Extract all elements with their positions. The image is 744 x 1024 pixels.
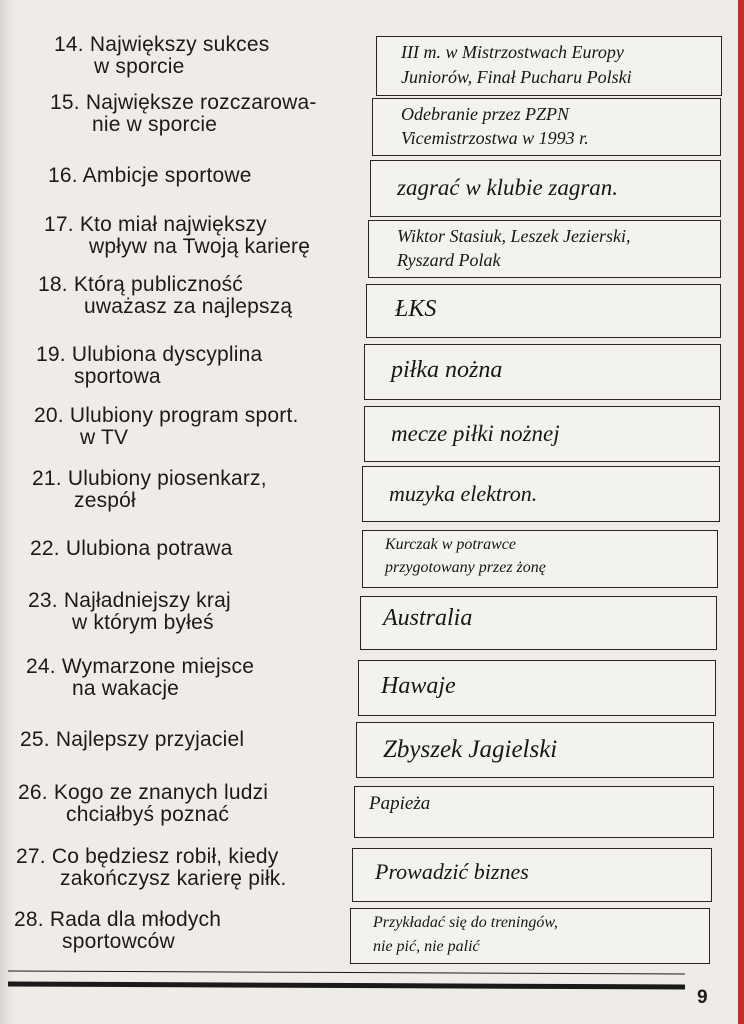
question-20-line2: w TV: [80, 426, 129, 449]
question-22: [30, 538, 232, 560]
answer-17-line1: Wiktor Stasiuk, Leszek Jezierski,: [397, 226, 631, 246]
question-17: [44, 214, 310, 258]
question-16-line1: 16. Ambicje sportowe: [48, 164, 252, 187]
answer-16-line1: zagrać w klubie zagran.: [397, 175, 619, 200]
answer-23-line1: Australia: [383, 605, 473, 631]
answer-22-line1: Kurczak w potrawce: [385, 536, 516, 553]
question-18-line2: uważasz za najlepszą: [84, 295, 293, 318]
answer-box-26: [354, 786, 714, 838]
question-18-line1: 18. Którą publiczność: [38, 273, 243, 296]
answer-20-line1: mecze piłki nożnej: [391, 421, 560, 446]
question-20-line1: 20. Ulubiony program sport.: [34, 404, 299, 427]
answer-14-line2: Juniorów, Finał Pucharu Polski: [401, 67, 632, 87]
answer-19-line1: piłka nożna: [391, 357, 503, 383]
question-26: [18, 782, 268, 826]
question-16: [48, 165, 252, 187]
answer-28-line1: Przykładać się do treningów,: [373, 914, 558, 931]
question-21: [32, 468, 267, 512]
question-24-line1: 24. Wymarzone miejsce: [26, 655, 255, 678]
question-24: [26, 656, 254, 700]
question-25: [20, 729, 244, 751]
question-14-line2: w sporcie: [94, 55, 185, 78]
answer-box-23: [360, 596, 717, 650]
question-14: [54, 34, 269, 78]
question-14-line1: 14. Największy sukces: [54, 33, 270, 56]
answer-25-line1: Zbyszek Jagielski: [383, 736, 558, 763]
question-15-line2: nie w sporcie: [92, 113, 218, 136]
question-23: [28, 590, 231, 634]
question-23-line2: w którym byłeś: [72, 611, 214, 634]
question-19: [36, 344, 262, 388]
answer-15-line2: Vicemistrzostwa w 1993 r.: [401, 128, 589, 148]
answer-14-line1: III m. w Mistrzostwach Europy: [401, 42, 624, 62]
question-18: [38, 274, 292, 318]
question-21-line1: 21. Ulubiony piosenkarz,: [32, 467, 267, 490]
page-number: 9: [697, 987, 708, 1008]
question-26-line1: 26. Kogo ze znanych ludzi: [18, 781, 269, 804]
question-27: [16, 846, 287, 890]
answer-box-27: [352, 848, 712, 902]
answer-box-22: [362, 530, 718, 588]
answer-box-19: [364, 344, 721, 400]
answer-box-18: [366, 284, 721, 338]
answer-box-14: [376, 36, 722, 96]
answer-box-15: [372, 98, 721, 156]
question-20: [34, 405, 299, 449]
question-22-line1: 22. Ulubiona potrawa: [30, 537, 233, 560]
answer-27-line1: Prowadzić biznes: [375, 859, 529, 884]
question-19-line2: sportowa: [74, 365, 161, 388]
question-27-line1: 27. Co będziesz robił, kiedy: [16, 845, 279, 868]
question-15: [50, 92, 317, 136]
question-28: [14, 909, 221, 953]
answer-box-21: [362, 466, 720, 522]
question-26-line2: chciałbyś poznać: [66, 803, 230, 826]
answer-box-24: [358, 660, 716, 716]
answer-15-line1: Odebranie przez PZPN: [401, 104, 569, 124]
answer-21-line1: muzyka elektron.: [389, 481, 538, 506]
answer-18-line1: ŁKS: [395, 296, 437, 322]
answer-22-line2: przygotowany przez żonę: [385, 559, 546, 576]
answer-box-16: [370, 160, 721, 217]
footer-thin-rule: [8, 971, 685, 975]
question-24-line2: na wakacje: [72, 677, 180, 700]
question-27-line2: zakończysz karierę piłk.: [60, 867, 287, 890]
question-21-line2: zespół: [74, 489, 136, 512]
question-15-line1: 15. Największe rozczarowa-: [50, 91, 317, 114]
question-25-line1: 25. Najlepszy przyjaciel: [20, 728, 245, 751]
question-17-line1: 17. Kto miał największy: [44, 213, 267, 236]
red-page-edge: [738, 0, 744, 1024]
answer-28-line2: nie pić, nie palić: [373, 938, 480, 955]
page-shadow: [0, 0, 14, 1024]
question-17-line2: wpływ na Twoją karierę: [89, 235, 311, 258]
answer-box-20: [364, 406, 720, 462]
answer-24-line1: Hawaje: [381, 673, 456, 699]
answer-26-line1: Papieża: [369, 793, 431, 814]
answer-box-25: [356, 722, 714, 778]
question-28-line1: 28. Rada dla młodych: [14, 908, 222, 931]
footer-thick-rule: [8, 982, 685, 990]
question-23-line1: 23. Najładniejszy kraj: [28, 589, 231, 612]
answer-box-17: [368, 220, 721, 278]
question-28-line2: sportowców: [62, 930, 175, 953]
question-19-line1: 19. Ulubiona dyscyplina: [36, 343, 263, 366]
answer-17-line2: Ryszard Polak: [397, 250, 501, 270]
answer-box-28: [350, 908, 710, 964]
